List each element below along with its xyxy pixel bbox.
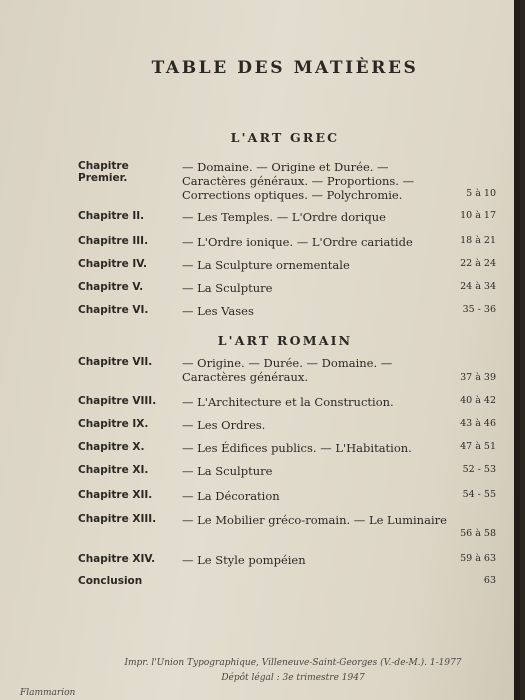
section-heading-romain: L'ART ROMAIN (217, 333, 353, 348)
toc-entry (78, 513, 496, 545)
chapter-title: — Le Style pompéien (182, 553, 306, 567)
chapter-label: Chapitre VII. (78, 356, 153, 368)
page-range: 59 à 63 (460, 553, 496, 564)
chapter-title: — L'Architecture et la Construction. (182, 395, 394, 409)
publisher-line: Flammarion (20, 688, 76, 698)
chapter-label: Chapitre VIII. (78, 395, 157, 407)
page-range: 10 à 17 (460, 210, 496, 221)
toc-entry (78, 160, 496, 204)
chapter-title: — L'Ordre ionique. — L'Ordre cariatide (182, 235, 413, 249)
page-range: 35 - 36 (462, 304, 496, 315)
chapter-title: — Les Vases (182, 304, 254, 318)
page-edge (514, 0, 520, 700)
legal-deposit-line: Dépôt légal : 3e trimestre 1947 (221, 673, 365, 683)
chapter-title: — La Décoration (182, 489, 280, 503)
chapter-title: — Les Ordres. (182, 418, 266, 432)
section-heading-grec: L'ART GREC (230, 130, 340, 145)
toc-entry (78, 356, 496, 388)
imprint-line: Impr. l'Union Typographique, Villeneuve-Saint-Georges (V.-de-M.). 1-1977 (124, 658, 462, 668)
page-range: 47 à 51 (460, 441, 496, 452)
chapter-title: — La Sculpture ornementale (182, 258, 350, 272)
chapter-label: Chapitre X. (78, 441, 145, 453)
chapter-label: Chapitre IX. (78, 418, 149, 430)
chapter-title: — La Sculpture (182, 464, 273, 478)
chapter-title: — Les Édifices publics. — L'Habitation. (182, 441, 412, 455)
chapter-label: Chapitre XII. (78, 489, 153, 501)
page-range: 54 - 55 (462, 489, 496, 500)
page-range: 37 à 39 (460, 372, 496, 383)
chapter-title: — Domaine. — Origine et Durée. — Caractères généraux. — Proportions. — Corrections optiques. — Polychromie. (182, 160, 415, 202)
chapter-title: — Le Mobilier gréco-romain. — Le Luminaire (182, 513, 447, 527)
page-range: 40 à 42 (460, 395, 496, 406)
chapter-title: — Origine. — Durée. — Domaine. — Caractères généraux. (182, 356, 393, 384)
page-range: 24 à 34 (460, 281, 496, 292)
chapter-title: — La Sculpture (182, 281, 273, 295)
chapter-label: Chapitre II. (78, 210, 145, 222)
page-range: 63 (483, 575, 496, 586)
chapter-label: Chapitre VI. (78, 304, 149, 316)
chapter-label: Chapitre V. (78, 281, 144, 293)
page-range: 5 à 10 (466, 188, 496, 199)
chapter-label: Chapitre XIII. (78, 513, 157, 525)
chapter-title: — Les Temples. — L'Ordre dorique (182, 210, 386, 224)
page-range: 43 à 46 (460, 418, 496, 429)
page-range: 18 à 21 (460, 235, 496, 246)
chapter-label: Chapitre XI. (78, 464, 149, 476)
chapter-label: Chapitre Premier. (78, 160, 129, 184)
page-range: 56 à 58 (460, 528, 496, 539)
page-range: 52 - 53 (462, 464, 496, 475)
chapter-label: Chapitre IV. (78, 258, 148, 270)
chapter-label: Chapitre III. (78, 235, 149, 247)
page-title: TABLE DES MATIÈRES (151, 58, 419, 78)
chapter-label: Conclusion (78, 575, 143, 587)
page-range: 22 à 24 (460, 258, 496, 269)
chapter-label: Chapitre XIV. (78, 553, 156, 565)
